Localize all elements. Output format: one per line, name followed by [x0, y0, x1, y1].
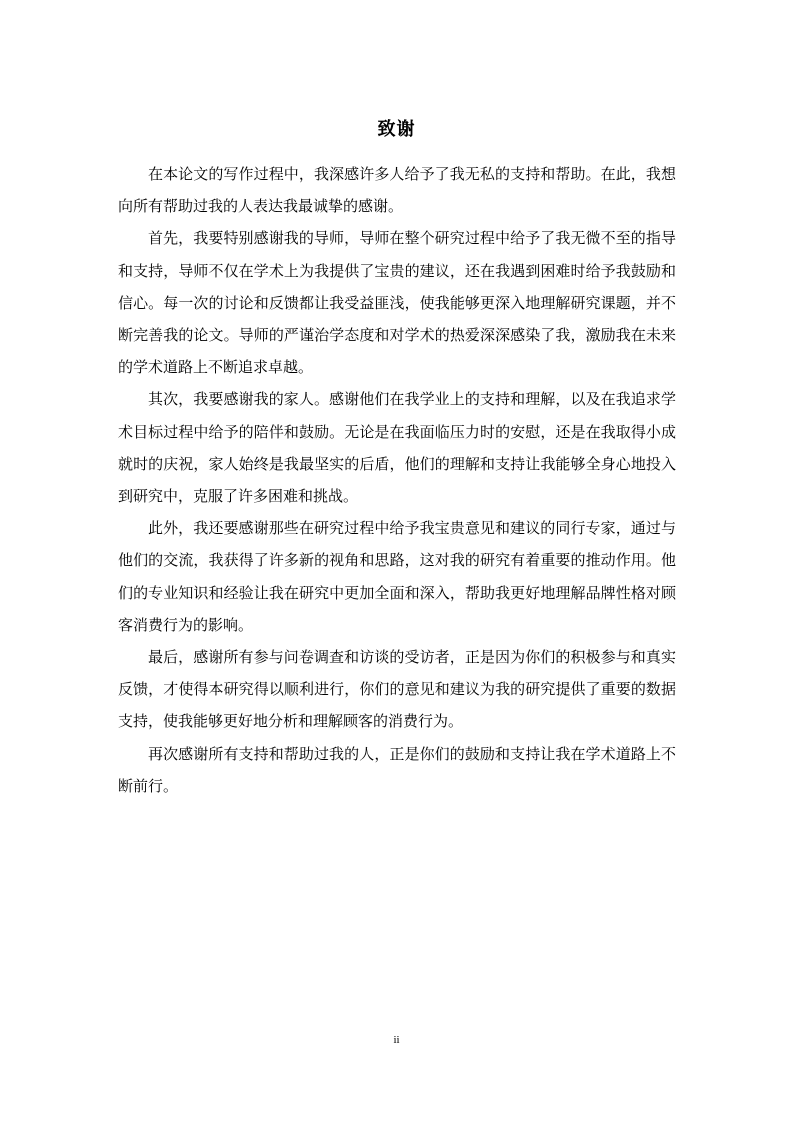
paragraph-respondents: 最后，感谢所有参与问卷调查和访谈的受访者，正是因为你们的积极参与和真实反馈，才使得本研究得以顺利进行，你们的意见和建议为我的研究提供了重要的数据支持，使我能够更好地分析和理解顾客的消费行为。	[118, 648, 676, 731]
paragraph-advisor: 首先，我要特别感谢我的导师，导师在整个研究过程中给予了我无微不至的指导和支持，导师不仅在学术上为我提供了宝贵的建议，还在我遇到困难时给予我鼓励和信心。每一次的讨论和反馈都让我受益匪浅，使我能够更深入地理解研究课题，并不断完善我的论文。导师的严谨治学态度和对学术的热爱深深感染了我，激励我在未来的学术道路上不断追求卓越。	[118, 229, 676, 377]
page-number: ii	[393, 1034, 400, 1046]
paragraph-peers: 此外，我还要感谢那些在研究过程中给予我宝贵意见和建议的同行专家，通过与他们的交流，我获得了许多新的视角和思路，这对我的研究有着重要的推动作用。他们的专业知识和经验让我在研究中更加全面和深入，帮助我更好地理解品牌性格对顾客消费行为的影响。	[118, 519, 676, 634]
paragraph-family: 其次，我要感谢我的家人。感谢他们在我学业上的支持和理解，以及在我追求学术目标过程中给予的陪伴和鼓励。无论是在我面临压力时的安慰，还是在我取得小成就时的庆祝，家人始终是我最坚实的后盾，他们的理解和支持让我能够全身心地投入到研究中，克服了许多困难和挑战。	[118, 390, 676, 506]
paragraph-intro: 在本论文的写作过程中，我深感许多人给予了我无私的支持和帮助。在此，我想向所有帮助过我的人表达我最诚挚的感谢。	[118, 165, 676, 216]
page-title: 致谢	[377, 119, 416, 141]
acknowledgement-body	[118, 158, 676, 802]
paragraph-closing: 再次感谢所有支持和帮助过我的人，正是你们的鼓励和支持让我在学术道路上不断前行。	[118, 744, 676, 795]
